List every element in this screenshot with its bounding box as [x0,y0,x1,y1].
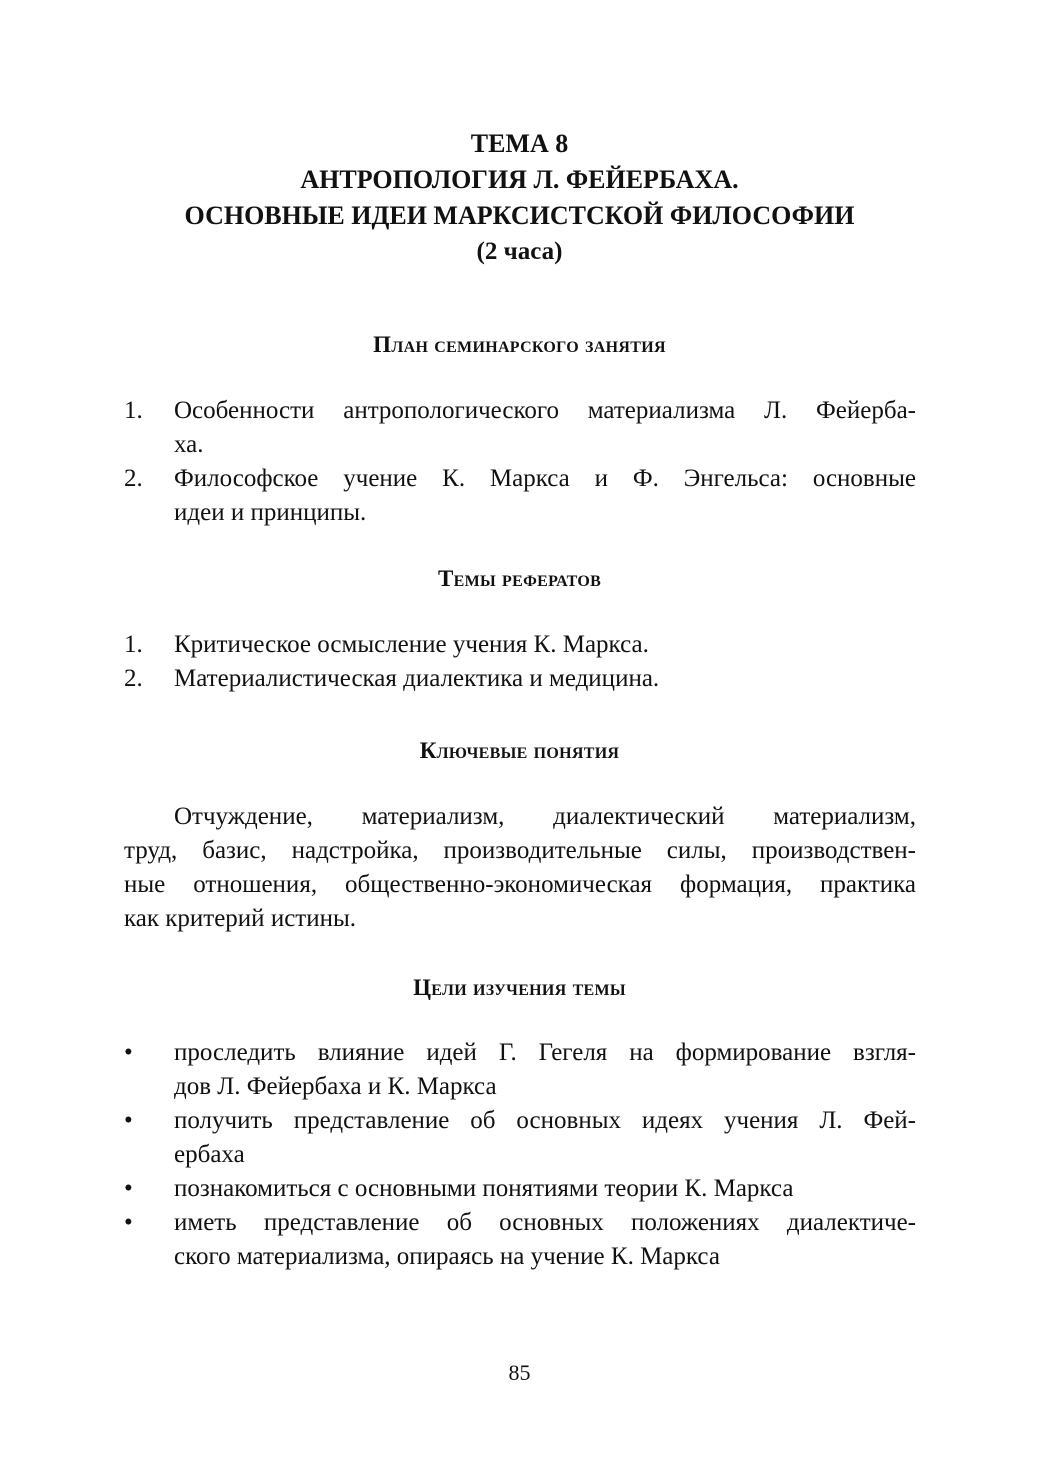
essay-item-text: Материалистическая диалектика и медицина. [174,665,660,692]
plan-item-text-line: идеи и принципы. [174,499,367,526]
goal-item-text-line: получить представление об основных идеях учения Л. Фей- [174,1107,916,1134]
essay-item-number: 1. [124,631,143,658]
bullet-icon: • [124,1039,133,1066]
plan-item-text-line: Философское учение К. Маркса и Ф. Энгельса: основные [174,465,916,492]
concepts-paragraph [124,800,916,936]
goal-item-text-line: дов Л. Фейербаха и К. Маркса [174,1073,497,1100]
essay-item [124,662,916,696]
topic-number: ТЕМА 8 [470,129,569,158]
bullet-icon: • [124,1175,133,1202]
bullet-icon: • [124,1107,133,1134]
essays-list [124,628,916,696]
bullet-icon: • [124,1209,133,1236]
plan-item-text-line: ха. [174,431,204,458]
concepts-line: ные отношения, общественно-экономическая формация, практика [124,871,916,898]
concepts-line: труд, базис, надстройка, производительные силы, производствен- [124,837,916,864]
goal-item-text-line: иметь представление об основных положениях диалектиче- [174,1209,916,1236]
essays-heading: Темы рефератов [437,566,602,591]
plan-item-number: 2. [124,465,143,492]
goal-item-text-line: ербаха [174,1141,245,1168]
plan-list [124,394,916,530]
goal-item-text-line: проследить влияние идей Г. Гегеля на формирование взгля- [174,1039,916,1066]
concepts-heading: Ключевые понятия [419,738,620,763]
plan-item-text-line: Особенности антропологического материализма Л. Фейерба- [174,397,916,424]
topic-title-line-2: ОСНОВНЫЕ ИДЕИ МАРКСИСТСКОЙ ФИЛОСОФИИ [184,201,855,230]
plan-item [124,394,916,462]
topic-title [0,126,1039,270]
concepts-line: Отчуждение, материализм, диалектический материализм, [174,803,916,830]
topic-duration: (2 часа) [476,238,563,265]
goals-heading: Цели изучения темы [413,975,626,1000]
goal-item-text-line: познакомиться с основными понятиями теории К. Маркса [174,1175,794,1202]
plan-heading: План семинарского занятия [373,332,666,357]
goal-item-text-line: ского материализма, опираясь на учение К. Маркса [174,1243,720,1270]
essay-item-text: Критическое осмысление учения К. Маркса. [174,631,649,658]
essay-item [124,628,916,662]
goal-item [124,1104,916,1172]
goal-item [124,1206,916,1274]
goals-list [124,1036,916,1274]
goal-item [124,1172,916,1206]
goal-item [124,1036,916,1104]
topic-title-line-1: АНТРОПОЛОГИЯ Л. ФЕЙЕРБАХА. [300,165,739,194]
essay-item-number: 2. [124,665,143,692]
plan-item-number: 1. [124,397,143,424]
plan-item [124,462,916,530]
page-number: 85 [508,1360,531,1385]
concepts-line: как критерий истины. [124,905,357,932]
